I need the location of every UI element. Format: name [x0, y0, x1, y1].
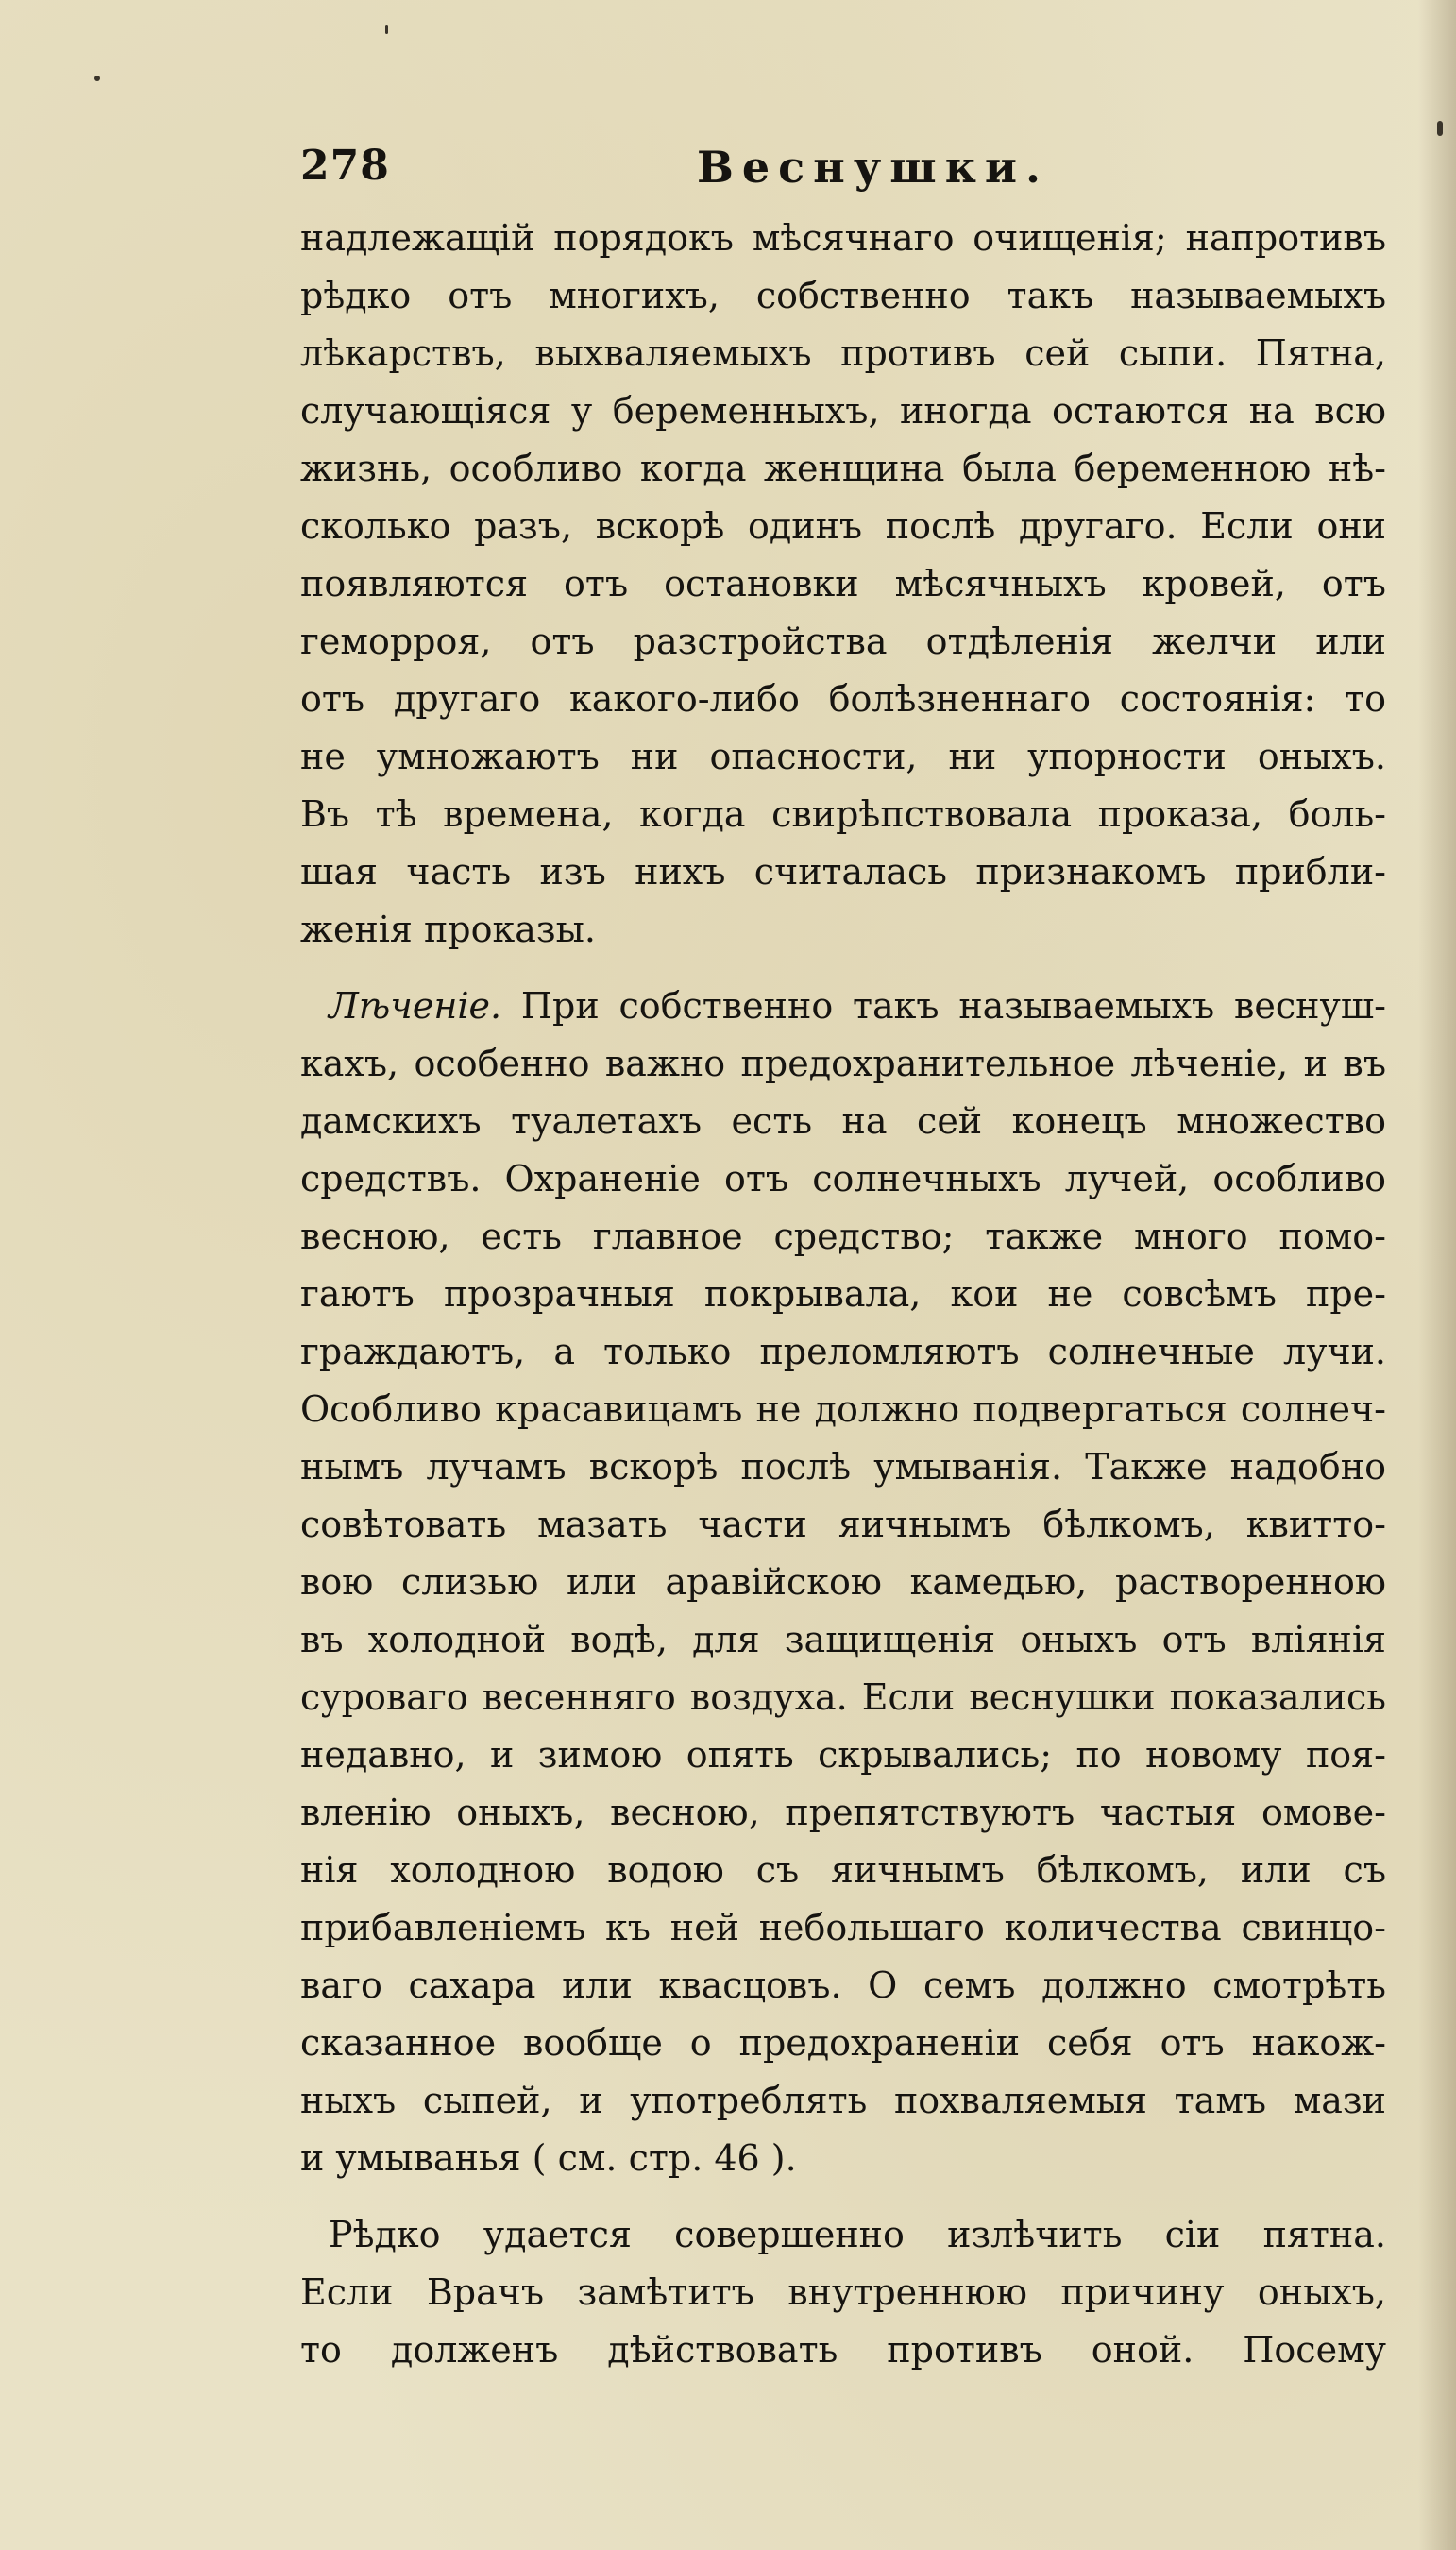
text-line-rest: При собственно такъ называемыхъ веснуш-: [520, 985, 1386, 1027]
text-line: отъ другаго какого-либо болѣзненнаго состоянія: то: [300, 678, 1386, 720]
text-line: ваго сахара или квасцовъ. О семъ должно смотрѣть: [300, 1964, 1386, 2006]
text-line: не умножаютъ ни опасности, ни упорности оныхъ.: [300, 736, 1386, 777]
page-number: 278: [300, 142, 390, 190]
text-line: прибавленіемъ къ ней небольшаго количества свинцо-: [300, 1907, 1386, 1948]
text-line: суроваго весенняго воздуха. Если веснушки показались: [300, 1676, 1386, 1718]
section-lead-heading: Лѣченіе.: [329, 985, 502, 1027]
text-line: ныхъ сыпей, и употреблять похваляемыя тамъ мази: [300, 2080, 1386, 2121]
text-line: нымъ лучамъ вскорѣ послѣ умыванія. Также надобно: [300, 1446, 1386, 1488]
text-line: Рѣдко удается совершенно излѣчить сіи пятна.: [329, 2214, 1386, 2255]
paragraph-gap: [300, 959, 1386, 978]
text-line: вою слизью или аравійскою камедью, растворенною: [300, 1561, 1386, 1603]
text-line: Особливо красавицамъ не должно подвергаться солнеч-: [300, 1388, 1386, 1430]
text-line: и умыванья ( см. стр. 46 ).: [300, 2137, 797, 2179]
text-line: нія холодною водою съ яичнымъ бѣлкомъ, или съ: [300, 1849, 1386, 1891]
text-line: случающіяся у беременныхъ, иногда остаются на всю: [300, 390, 1386, 432]
text-line: женія проказы.: [300, 909, 596, 950]
text-line: дамскихъ туалетахъ есть на сей конецъ множество: [300, 1100, 1386, 1142]
ink-speck: [385, 25, 388, 34]
text-line: Если Врачъ замѣтитъ внутреннюю причину оныхъ,: [300, 2271, 1386, 2313]
text-line: надлежащій порядокъ мѣсячнаго очищенія; напротивъ: [300, 217, 1386, 259]
text-line: сказанное вообще о предохраненіи себя отъ накож-: [300, 2022, 1386, 2064]
text-line: средствъ. Охраненіе отъ солнечныхъ лучей, особливо: [300, 1158, 1386, 1199]
text-line: въ холодной водѣ, для защищенія оныхъ отъ вліянія: [300, 1619, 1386, 1660]
text-line: вленію оныхъ, весною, препятствуютъ частыя омове-: [300, 1792, 1386, 1833]
text-line: кахъ, особенно важно предохранительное лѣченіе, и въ: [300, 1043, 1386, 1084]
page-gutter-shadow: [1418, 0, 1456, 2550]
running-title: Веснушки.: [697, 142, 1050, 193]
ink-speck: [94, 76, 100, 81]
text-line: появляются отъ остановки мѣсячныхъ кровей, отъ: [300, 563, 1386, 604]
text-line: граждаютъ, а только преломляютъ солнечные лучи.: [300, 1331, 1386, 1372]
text-line: рѣдко отъ многихъ, собственно такъ называемыхъ: [300, 275, 1386, 316]
text-line: жизнь, особливо когда женщина была беременною нѣ-: [300, 448, 1386, 489]
text-line: шая часть изъ нихъ считалась признакомъ прибли-: [300, 851, 1386, 892]
page-header: [300, 142, 1386, 198]
text-line: сколько разъ, вскорѣ одинъ послѣ другаго. Если они: [300, 505, 1386, 547]
text-line: то долженъ дѣйствовать противъ оной. Посему: [300, 2329, 1386, 2371]
text-line: совѣтовать мазать части яичнымъ бѣлкомъ, квитто-: [300, 1504, 1386, 1545]
text-line-with-heading: [300, 978, 1386, 1035]
text-line: недавно, и зимою опять скрывались; по новому поя-: [300, 1734, 1386, 1776]
paragraph-gap: [300, 2187, 1386, 2206]
body-text: [300, 210, 1386, 2379]
text-line: лѣкарствъ, выхваляемыхъ противъ сей сыпи. Пятна,: [300, 332, 1386, 374]
text-line: весною, есть главное средство; также много помо-: [300, 1216, 1386, 1257]
text-line: геморроя, отъ разстройства отдѣленія желчи или: [300, 620, 1386, 662]
text-line: Въ тѣ времена, когда свирѣпствовала проказа, боль-: [300, 793, 1386, 835]
ink-speck: [1437, 121, 1443, 136]
text-line: гаютъ прозрачныя покрывала, кои не совсѣмъ пре-: [300, 1273, 1386, 1315]
